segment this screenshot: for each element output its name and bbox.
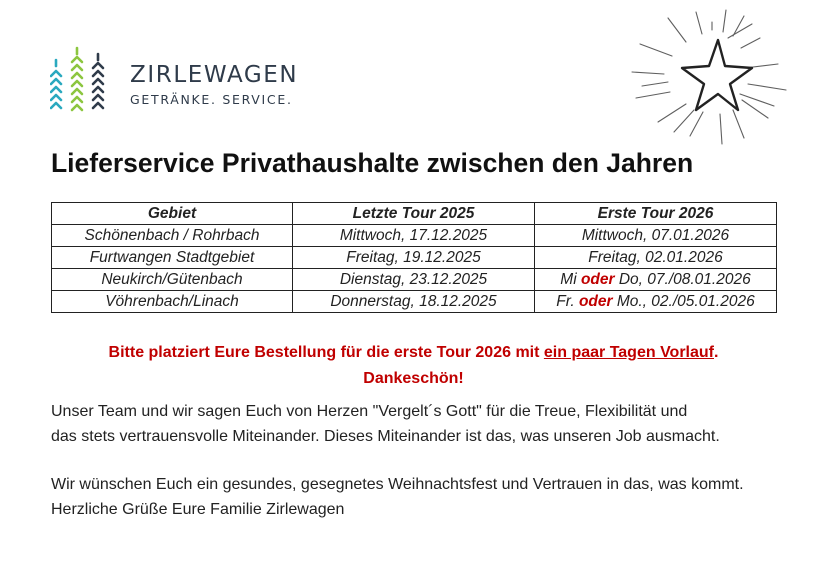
notice-text-end: . (714, 344, 719, 361)
last-tour-cell: Freitag, 19.12.2025 (293, 247, 535, 269)
column-header-last-tour: Letzte Tour 2025 (293, 203, 535, 225)
area-cell: Neukirch/Gütenbach (52, 269, 293, 291)
last-tour-cell: Donnerstag, 18.12.2025 (293, 291, 535, 313)
signature-line: Herzliche Grüße Eure Familie Zirlewagen (51, 501, 345, 518)
order-notice-line (51, 340, 776, 366)
notice-emphasis: ein paar Tagen Vorlauf (543, 344, 714, 361)
thanks-paragraph (51, 399, 791, 449)
first-tour-text: Mo., 02./05.01.2026 (612, 292, 755, 310)
page-title: Lieferservice Privathaushalte zwischen den Jahren (51, 148, 694, 178)
notice-text: Bitte platziert Eure Bestellung für die erste Tour 2026 mit (108, 344, 544, 361)
oder-keyword: oder (578, 292, 613, 310)
area-cell: Furtwangen Stadtgebiet (52, 247, 293, 269)
paragraph-line: das stets vertrauensvolle Miteinander. Dieses Miteinander ist das, was unseren Job ausmacht. (51, 428, 720, 445)
paragraph-line: Unser Team und wir sagen Euch von Herzen "Vergelt´s Gott" für die Treue, Flexibilität und (51, 403, 688, 420)
first-tour-text: Do, 07./08.01.2026 (614, 270, 751, 288)
area-cell: Vöhrenbach/Linach (52, 291, 293, 313)
paragraph-line: Wir wünschen Euch ein gesundes, gesegnetes Weihnachtsfest und Vertrauen in das, was kommt. (51, 476, 744, 493)
oder-keyword: oder (580, 270, 615, 288)
table-header-row (52, 203, 777, 225)
first-tour-cell (535, 269, 777, 291)
first-tour-text: Mi (560, 270, 581, 288)
table-row (52, 269, 777, 291)
column-header-area: Gebiet (52, 203, 293, 225)
brand-logo (50, 46, 330, 112)
last-tour-cell: Dienstag, 23.12.2025 (293, 269, 535, 291)
greeting-paragraph (51, 472, 791, 522)
first-tour-cell: Freitag, 02.01.2026 (535, 247, 777, 269)
table-row (52, 247, 777, 269)
thanks-line: Dankeschön! (363, 370, 464, 387)
pine-trees-logo-icon (50, 46, 108, 112)
order-notice (51, 340, 776, 392)
sparkling-star-icon (628, 8, 794, 148)
column-header-first-tour: Erste Tour 2026 (535, 203, 777, 225)
brand-tagline: GETRÄNKE. SERVICE. (130, 92, 293, 107)
area-cell: Schönenbach / Rohrbach (52, 225, 293, 247)
table-row (52, 291, 777, 313)
table-row (52, 225, 777, 247)
first-tour-cell: Mittwoch, 07.01.2026 (535, 225, 777, 247)
last-tour-cell: Mittwoch, 17.12.2025 (293, 225, 535, 247)
delivery-schedule-table (51, 202, 777, 313)
first-tour-text: Fr. (556, 292, 579, 310)
first-tour-cell (535, 291, 777, 313)
brand-name: ZIRLEWAGEN (130, 62, 299, 88)
